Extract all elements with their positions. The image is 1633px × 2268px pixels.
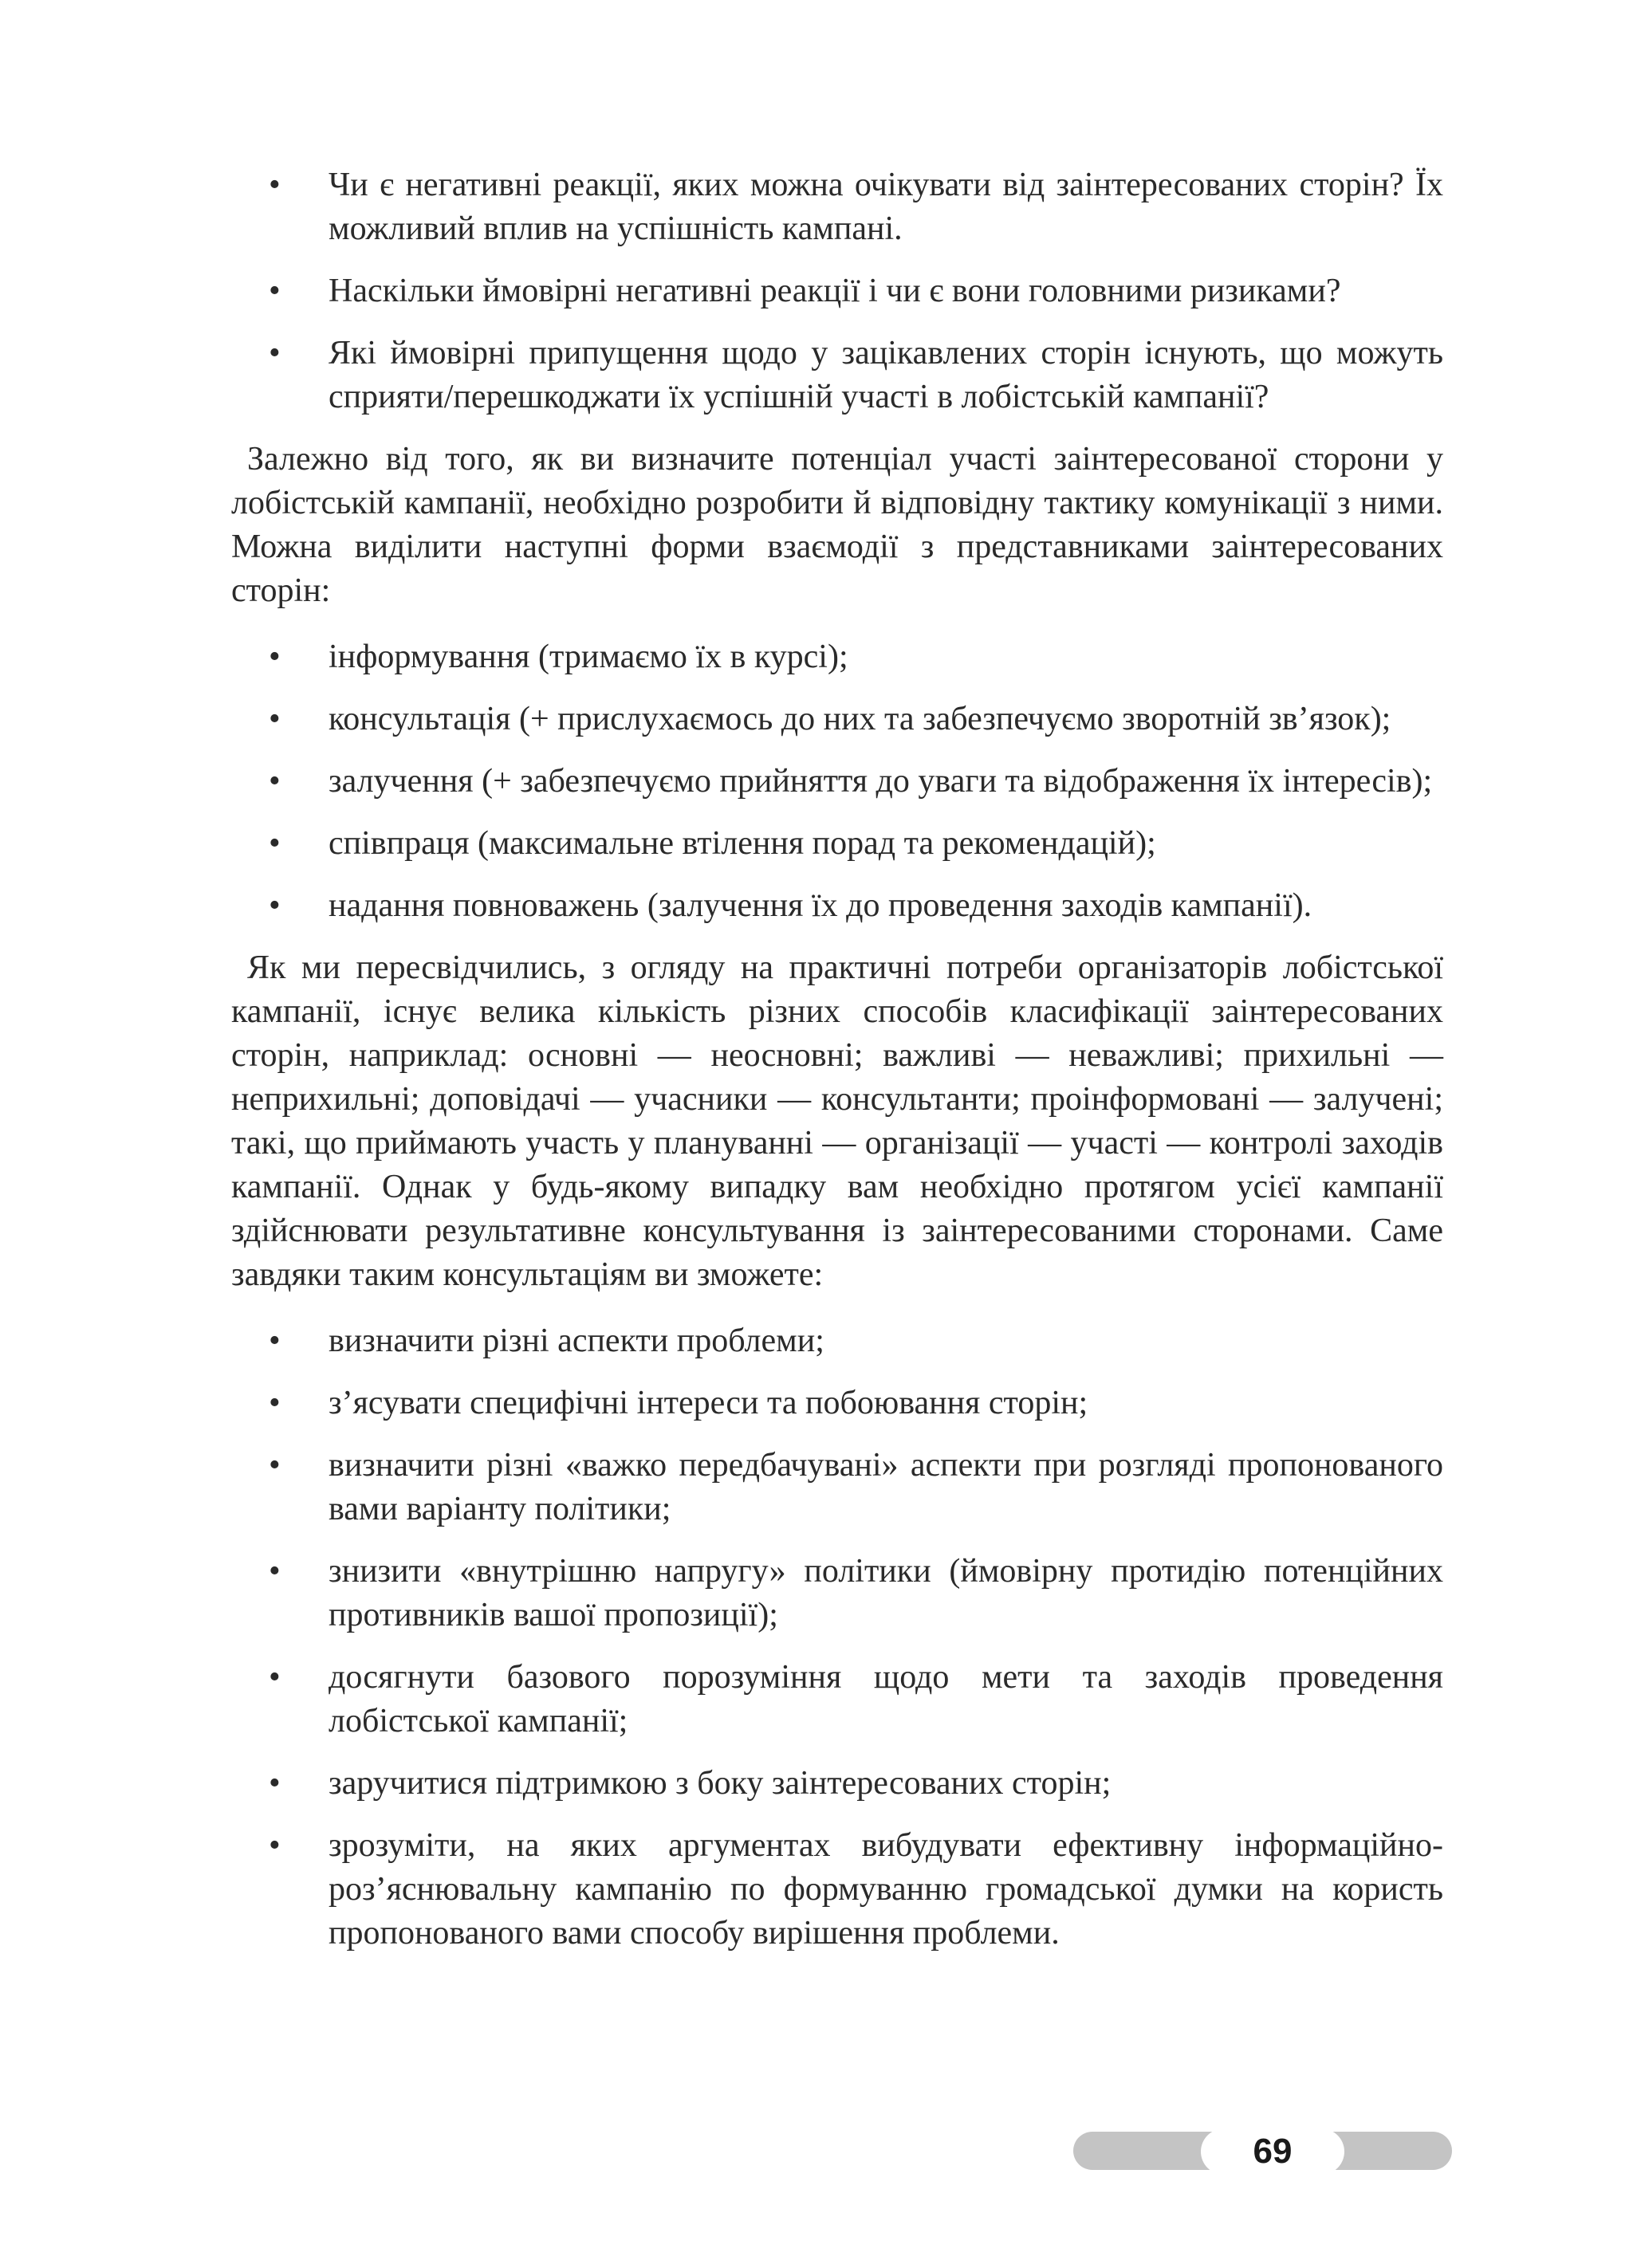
bullet-icon: •: [269, 1827, 281, 1864]
list-item: • залучення (+ забезпечуємо прийняття до уваги та відображення їх інтересів);: [231, 760, 1443, 804]
list-item: • визначити різні «важко передбачувані» аспекти при розгляді пропонованого вами варіанту політики;: [231, 1444, 1443, 1531]
list-item: • зрозуміти, на яких аргументах вибудувати ефективну інформаційно-роз’яснювальну кампанію по формуванню громадської думки на користь пропонованого вами способу вирішення проблеми.: [231, 1824, 1443, 1956]
bullet-icon: •: [269, 1447, 281, 1484]
list-item: • надання повноважень (залучення їх до проведення заходів кампанії).: [231, 884, 1443, 928]
bullet-icon: •: [269, 1323, 281, 1359]
bullet-list-questions: [231, 163, 1443, 419]
bullet-icon: •: [269, 639, 281, 675]
bullet-icon: •: [269, 763, 281, 800]
list-item: • з’ясувати специфічні інтереси та побоювання сторін;: [231, 1382, 1443, 1425]
bullet-icon: •: [269, 825, 281, 862]
list-item: • Наскільки ймовірні негативні реакції і чи є вони головними ризиками?: [231, 269, 1443, 313]
bullet-icon: •: [269, 1385, 281, 1421]
bullet-icon: •: [269, 167, 281, 203]
list-item: • співпраця (максимальне втілення порад та рекомендацій);: [231, 822, 1443, 866]
bullet-icon: •: [269, 887, 281, 924]
list-item: • досягнути базового порозуміння щодо мети та заходів проведення лобістської кампанії;: [231, 1656, 1443, 1743]
list-item: • знизити «внутрішню напругу» політики (ймовірну протидію потенційних противників вашої пропозиції);: [231, 1550, 1443, 1637]
list-item: • інформування (тримаємо їх в курсі);: [231, 635, 1443, 679]
paragraph-interaction-forms: Залежно від того, як ви визначите потенціал участі заінтересованої сторони у лобістській кампанії, необхідно розробити й відповідну тактику комунікації з ними. Можна виділити наступні форми взаємодії з представниками заінтересованих сторін:: [231, 441, 1443, 609]
bullet-icon: •: [269, 335, 281, 371]
bullet-icon: •: [269, 273, 281, 309]
list-item: • визначити різні аспекти проблеми;: [231, 1319, 1443, 1363]
list-item: • заручитися підтримкою з боку заінтересованих сторін;: [231, 1762, 1443, 1806]
page-number: 69: [1201, 2128, 1344, 2175]
list-item: • Чи є негативні реакції, яких можна очікувати від заінтересованих сторін? Їх можливий вплив на успішність кампані.: [231, 163, 1443, 251]
paragraph-classification: Як ми пересвідчились, з огляду на практичні потреби організаторів лобістської кампанії, існує велика кількість різних способів класифікації заінтересованих сторін, наприклад: основні — неосновні; важливі — неважливі; прихильні — неприхильні; доповідачі — учасники — консультанти; проінформовані — залучені; такі, що приймають участь у плануванні — організації — участі — контролі заходів кампанії. Однак у будь-якому випадку вам необхідно протягом усієї кампанії здійснювати результативне консультування із заінтересованими сторонами. Саме завдяки таким консультаціям ви зможете:: [231, 949, 1443, 1293]
bullet-icon: •: [269, 1553, 281, 1590]
bullet-icon: •: [269, 1659, 281, 1696]
page-body: [231, 163, 1443, 1974]
list-item: • консультація (+ прислухаємось до них та забезпечуємо зворотній зв’язок);: [231, 698, 1443, 741]
bullet-list-interaction-forms: [231, 635, 1443, 928]
bullet-icon: •: [269, 1765, 281, 1802]
list-item: • Які ймовірні припущення щодо у зацікавлених сторін існують, що можуть сприяти/перешкоджати їх успішній участі в лобістській кампанії?: [231, 332, 1443, 419]
bullet-icon: •: [269, 701, 281, 737]
bullet-list-consultation-benefits: [231, 1319, 1443, 1956]
page-number-bar: [1073, 2128, 1452, 2175]
